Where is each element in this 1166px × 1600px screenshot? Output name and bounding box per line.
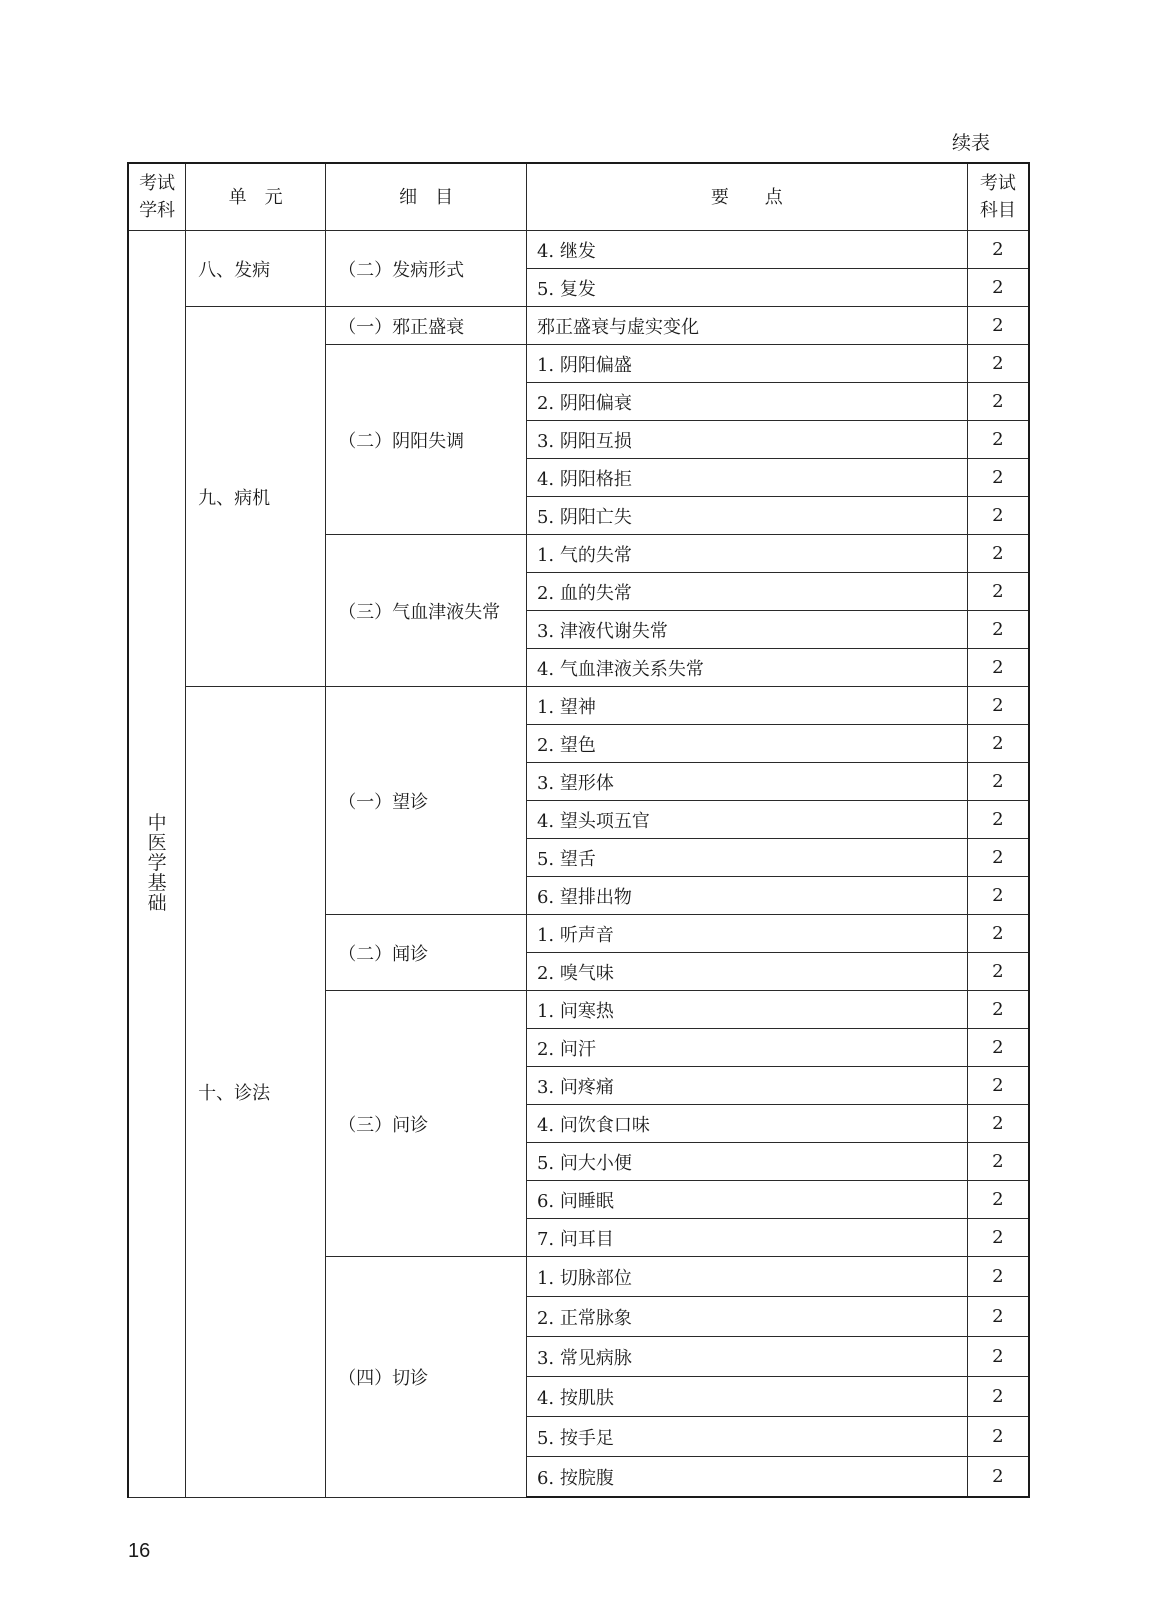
score-cell: 2 <box>967 687 1029 725</box>
score-cell: 2 <box>967 1337 1029 1377</box>
point-cell: 2. 望色 <box>526 725 967 763</box>
item-cell: （一）邪正盛衰 <box>326 307 527 345</box>
score-cell: 2 <box>967 1377 1029 1417</box>
subject-label: 中医学基础 <box>147 811 167 914</box>
unit-cell: 九、病机 <box>186 307 326 687</box>
point-cell: 2. 正常脉象 <box>526 1297 967 1337</box>
item-cell: （二）发病形式 <box>326 231 527 307</box>
point-cell: 1. 问寒热 <box>526 991 967 1029</box>
point-cell: 5. 阴阳亡失 <box>526 497 967 535</box>
item-cell: （四）切诊 <box>326 1257 527 1498</box>
point-cell: 5. 望舌 <box>526 839 967 877</box>
point-cell: 4. 按肌肤 <box>526 1377 967 1417</box>
table-body <box>128 231 1029 1498</box>
header-exam: 考试科目 <box>967 163 1029 231</box>
score-cell: 2 <box>967 573 1029 611</box>
table-row <box>128 231 1029 269</box>
score-cell: 2 <box>967 535 1029 573</box>
score-cell: 2 <box>967 421 1029 459</box>
score-cell: 2 <box>967 269 1029 307</box>
point-cell: 邪正盛衰与虚实变化 <box>526 307 967 345</box>
score-cell: 2 <box>967 763 1029 801</box>
point-cell: 5. 问大小便 <box>526 1143 967 1181</box>
unit-cell: 八、发病 <box>186 231 326 307</box>
point-cell: 4. 气血津液关系失常 <box>526 649 967 687</box>
point-cell: 2. 阴阳偏衰 <box>526 383 967 421</box>
score-cell: 2 <box>967 953 1029 991</box>
point-cell: 6. 望排出物 <box>526 877 967 915</box>
score-cell: 2 <box>967 877 1029 915</box>
score-cell: 2 <box>967 383 1029 421</box>
score-cell: 2 <box>967 1067 1029 1105</box>
score-cell: 2 <box>967 1297 1029 1337</box>
item-cell: （一）望诊 <box>326 687 527 915</box>
score-cell: 2 <box>967 497 1029 535</box>
header-item: 细 目 <box>326 163 527 231</box>
score-cell: 2 <box>967 649 1029 687</box>
score-cell: 2 <box>967 345 1029 383</box>
score-cell: 2 <box>967 839 1029 877</box>
item-cell: （三）气血津液失常 <box>326 535 527 687</box>
score-cell: 2 <box>967 801 1029 839</box>
table-row <box>128 307 1029 345</box>
score-cell: 2 <box>967 1029 1029 1067</box>
point-cell: 3. 津液代谢失常 <box>526 611 967 649</box>
score-cell: 2 <box>967 1105 1029 1143</box>
page-number: 16 <box>128 1540 151 1562</box>
score-cell: 2 <box>967 459 1029 497</box>
point-cell: 4. 阴阳格拒 <box>526 459 967 497</box>
score-cell: 2 <box>967 1417 1029 1457</box>
point-cell: 6. 按脘腹 <box>526 1457 967 1498</box>
score-cell: 2 <box>967 1143 1029 1181</box>
subject-cell <box>128 231 186 1498</box>
point-cell: 3. 阴阳互损 <box>526 421 967 459</box>
item-cell: （二）闻诊 <box>326 915 527 991</box>
score-cell: 2 <box>967 611 1029 649</box>
score-cell: 2 <box>967 991 1029 1029</box>
header-subject: 考试学科 <box>128 163 186 231</box>
point-cell: 2. 血的失常 <box>526 573 967 611</box>
score-cell: 2 <box>967 725 1029 763</box>
score-cell: 2 <box>967 915 1029 953</box>
syllabus-table <box>127 162 1030 1498</box>
point-cell: 5. 按手足 <box>526 1417 967 1457</box>
item-cell: （三）问诊 <box>326 991 527 1257</box>
point-cell: 4. 继发 <box>526 231 967 269</box>
point-cell: 6. 问睡眠 <box>526 1181 967 1219</box>
item-cell: （二）阴阳失调 <box>326 345 527 535</box>
table-row <box>128 687 1029 725</box>
point-cell: 7. 问耳目 <box>526 1219 967 1257</box>
score-cell: 2 <box>967 1181 1029 1219</box>
point-cell: 2. 问汗 <box>526 1029 967 1067</box>
point-cell: 1. 阴阳偏盛 <box>526 345 967 383</box>
score-cell: 2 <box>967 1219 1029 1257</box>
score-cell: 2 <box>967 231 1029 269</box>
point-cell: 1. 听声音 <box>526 915 967 953</box>
continued-label: 续表 <box>952 132 991 154</box>
point-cell: 4. 问饮食口味 <box>526 1105 967 1143</box>
header-point: 要 点 <box>526 163 967 231</box>
point-cell: 3. 常见病脉 <box>526 1337 967 1377</box>
unit-cell: 十、诊法 <box>186 687 326 1498</box>
point-cell: 4. 望头项五官 <box>526 801 967 839</box>
point-cell: 1. 气的失常 <box>526 535 967 573</box>
score-cell: 2 <box>967 1257 1029 1297</box>
point-cell: 3. 望形体 <box>526 763 967 801</box>
table-header-row <box>128 163 1029 231</box>
score-cell: 2 <box>967 307 1029 345</box>
point-cell: 1. 切脉部位 <box>526 1257 967 1297</box>
point-cell: 3. 问疼痛 <box>526 1067 967 1105</box>
point-cell: 5. 复发 <box>526 269 967 307</box>
header-unit: 单 元 <box>186 163 326 231</box>
score-cell: 2 <box>967 1457 1029 1498</box>
point-cell: 1. 望神 <box>526 687 967 725</box>
point-cell: 2. 嗅气味 <box>526 953 967 991</box>
